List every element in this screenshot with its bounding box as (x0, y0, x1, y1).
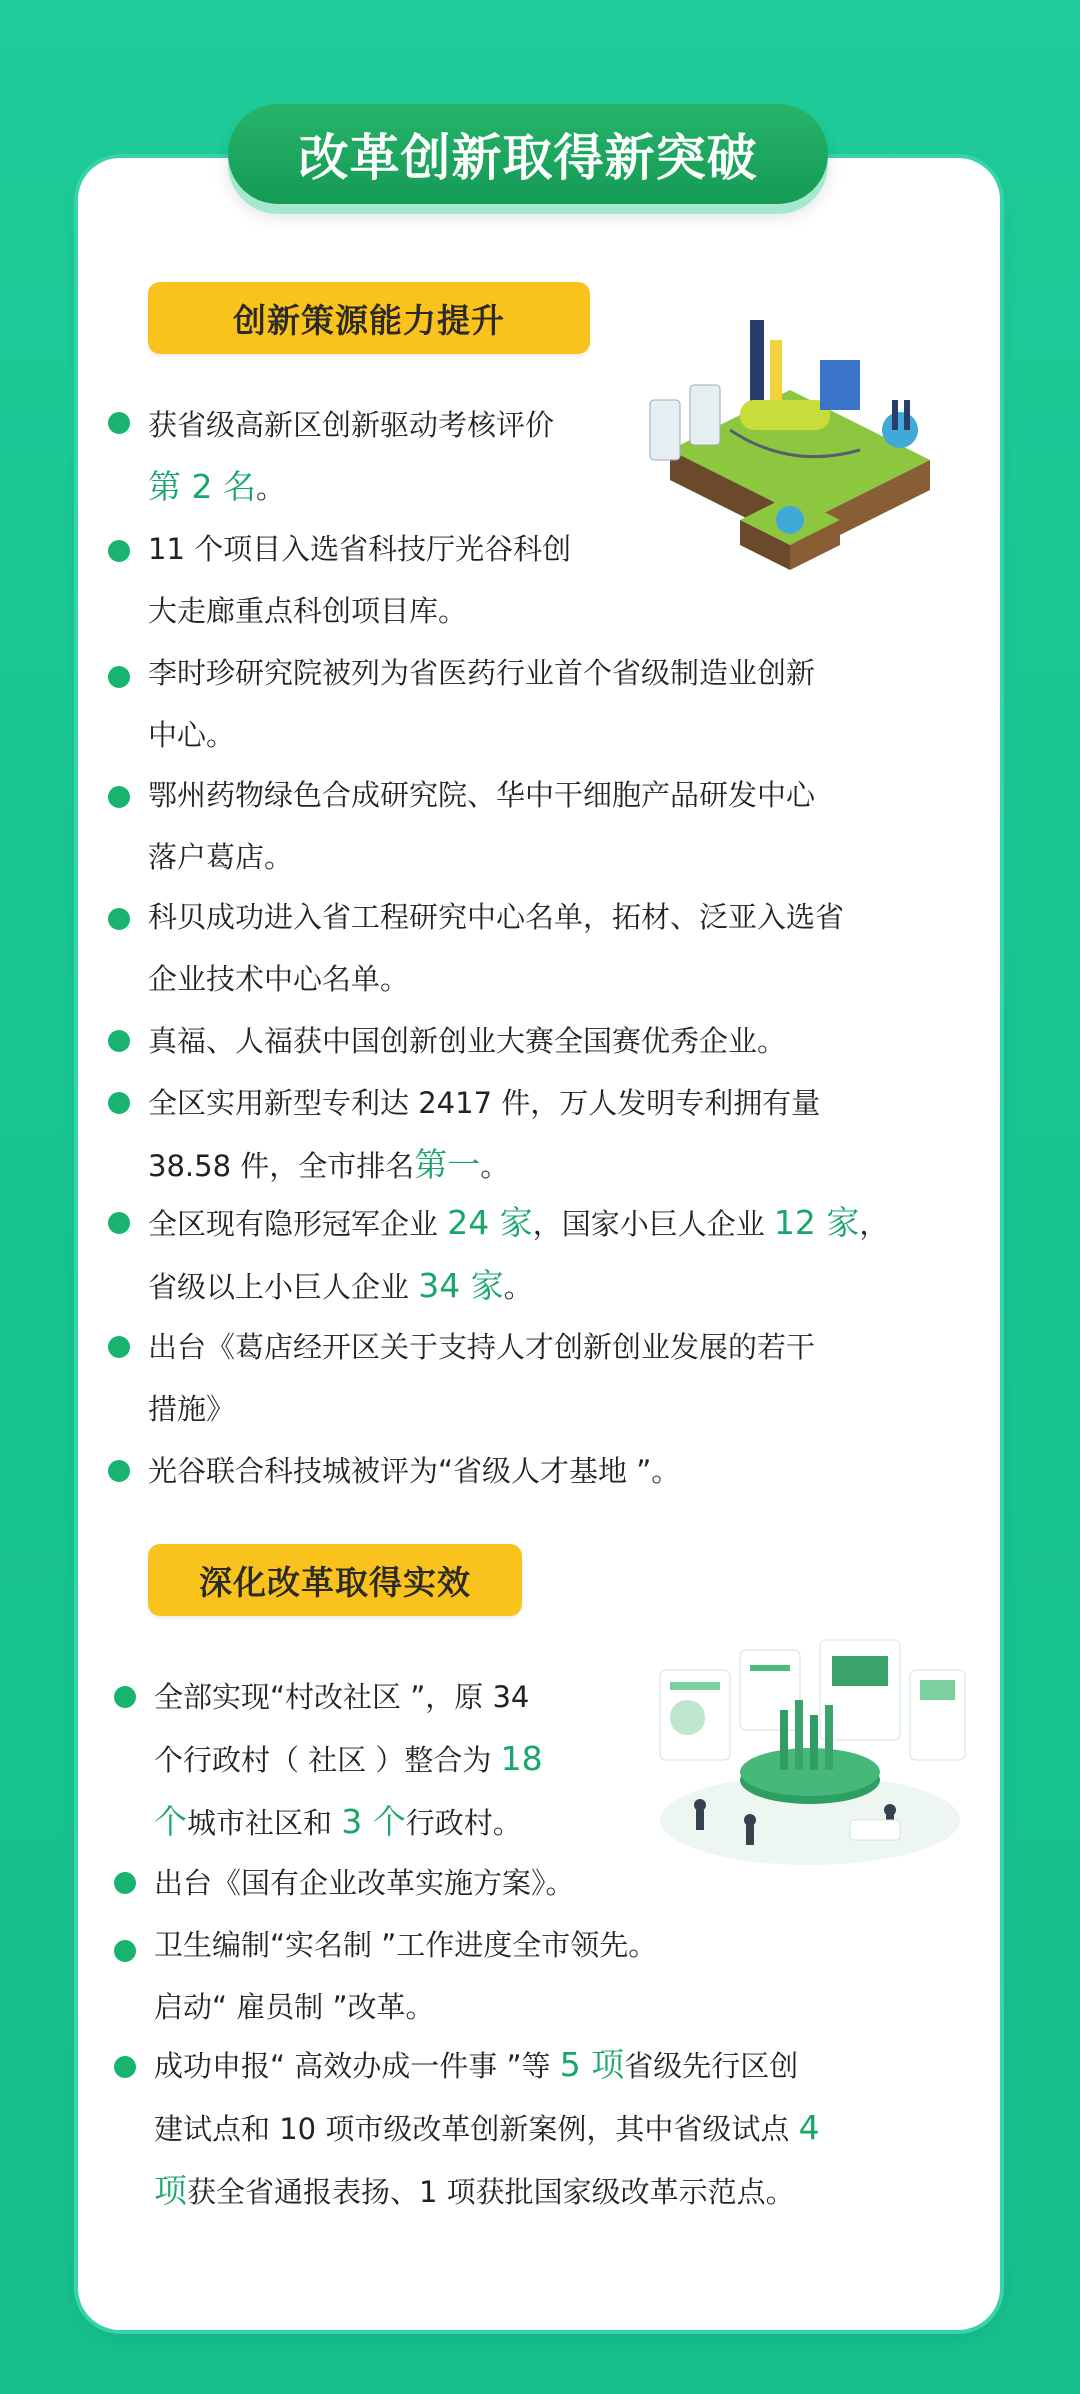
list-item: 光谷联合科技城被评为“省级人才基地 ”。 (148, 1454, 681, 1488)
section-heading-reform: 深化改革取得实效 (148, 1544, 522, 1616)
list-item: 科贝成功进入省工程研究中心名单，拓材、泛亚入选省 企业技术中心名单。 (148, 900, 845, 996)
bullet-dot (108, 1092, 130, 1114)
bullet-dot (114, 1940, 136, 1962)
list-item: 出台《葛店经开区关于支持人才创新创业发展的若干 措施》 (148, 1330, 816, 1426)
list-item: 全区现有隐形冠军企业 24 家，国家小巨人企业 12 家， 省级以上小巨人企业 34 家。 (148, 1203, 889, 1305)
list-item: 全部实现“村改社区 ”，原 34 个行政村（ 社区 ）整合为 18 个城市社区和 3 个行政村。 (154, 1680, 543, 1841)
list-item: 出台《国有企业改革实施方案》。 (154, 1866, 575, 1900)
bullet-dot (114, 2056, 136, 2078)
bullet-dot (114, 1872, 136, 1894)
bullet-dot (108, 540, 130, 562)
section-heading-innovation: 创新策源能力提升 (148, 282, 590, 354)
bullet-dot (108, 1336, 130, 1358)
list-item: 李时珍研究院被列为省医药行业首个省级制造业创新 中心。 (148, 656, 816, 752)
list-item: 成功申报“ 高效办成一件事 ”等 5 项省级先行区创 建试点和 10 项市级改革创新案例，其中省级试点 4 项获全省通报表扬、1 项获批国家级改革示范点。 (154, 2045, 820, 2210)
bullet-dot (114, 1686, 136, 1708)
bullet-dot (108, 786, 130, 808)
smart-city-illustration (640, 1620, 980, 1880)
bullet-dot (108, 666, 130, 688)
list-item: 真福、人福获中国创新创业大赛全国赛优秀企业。 (148, 1024, 787, 1058)
list-item: 卫生编制“实名制 ”工作进度全市领先。 启动“ 雇员制 ”改革。 (154, 1928, 658, 2024)
bullet-dot (108, 1212, 130, 1234)
list-item: 获省级高新区创新驱动考核评价 第 2 名。 (148, 408, 555, 506)
bullet-dot (108, 908, 130, 930)
list-item: 11 个项目入选省科技厅光谷科创 大走廊重点科创项目库。 (148, 532, 572, 628)
list-item: 全区实用新型专利达 2417 件，万人发明专利拥有量 38.58 件，全市排名第一。 (148, 1086, 821, 1184)
page-title: 改革创新取得新突破 (228, 104, 828, 204)
list-item: 鄂州药物绿色合成研究院、华中干细胞产品研发中心 落户葛店。 (148, 778, 816, 874)
bullet-dot (108, 412, 130, 434)
industrial-park-illustration (630, 300, 950, 600)
bullet-dot (108, 1030, 130, 1052)
bullet-dot (108, 1460, 130, 1482)
